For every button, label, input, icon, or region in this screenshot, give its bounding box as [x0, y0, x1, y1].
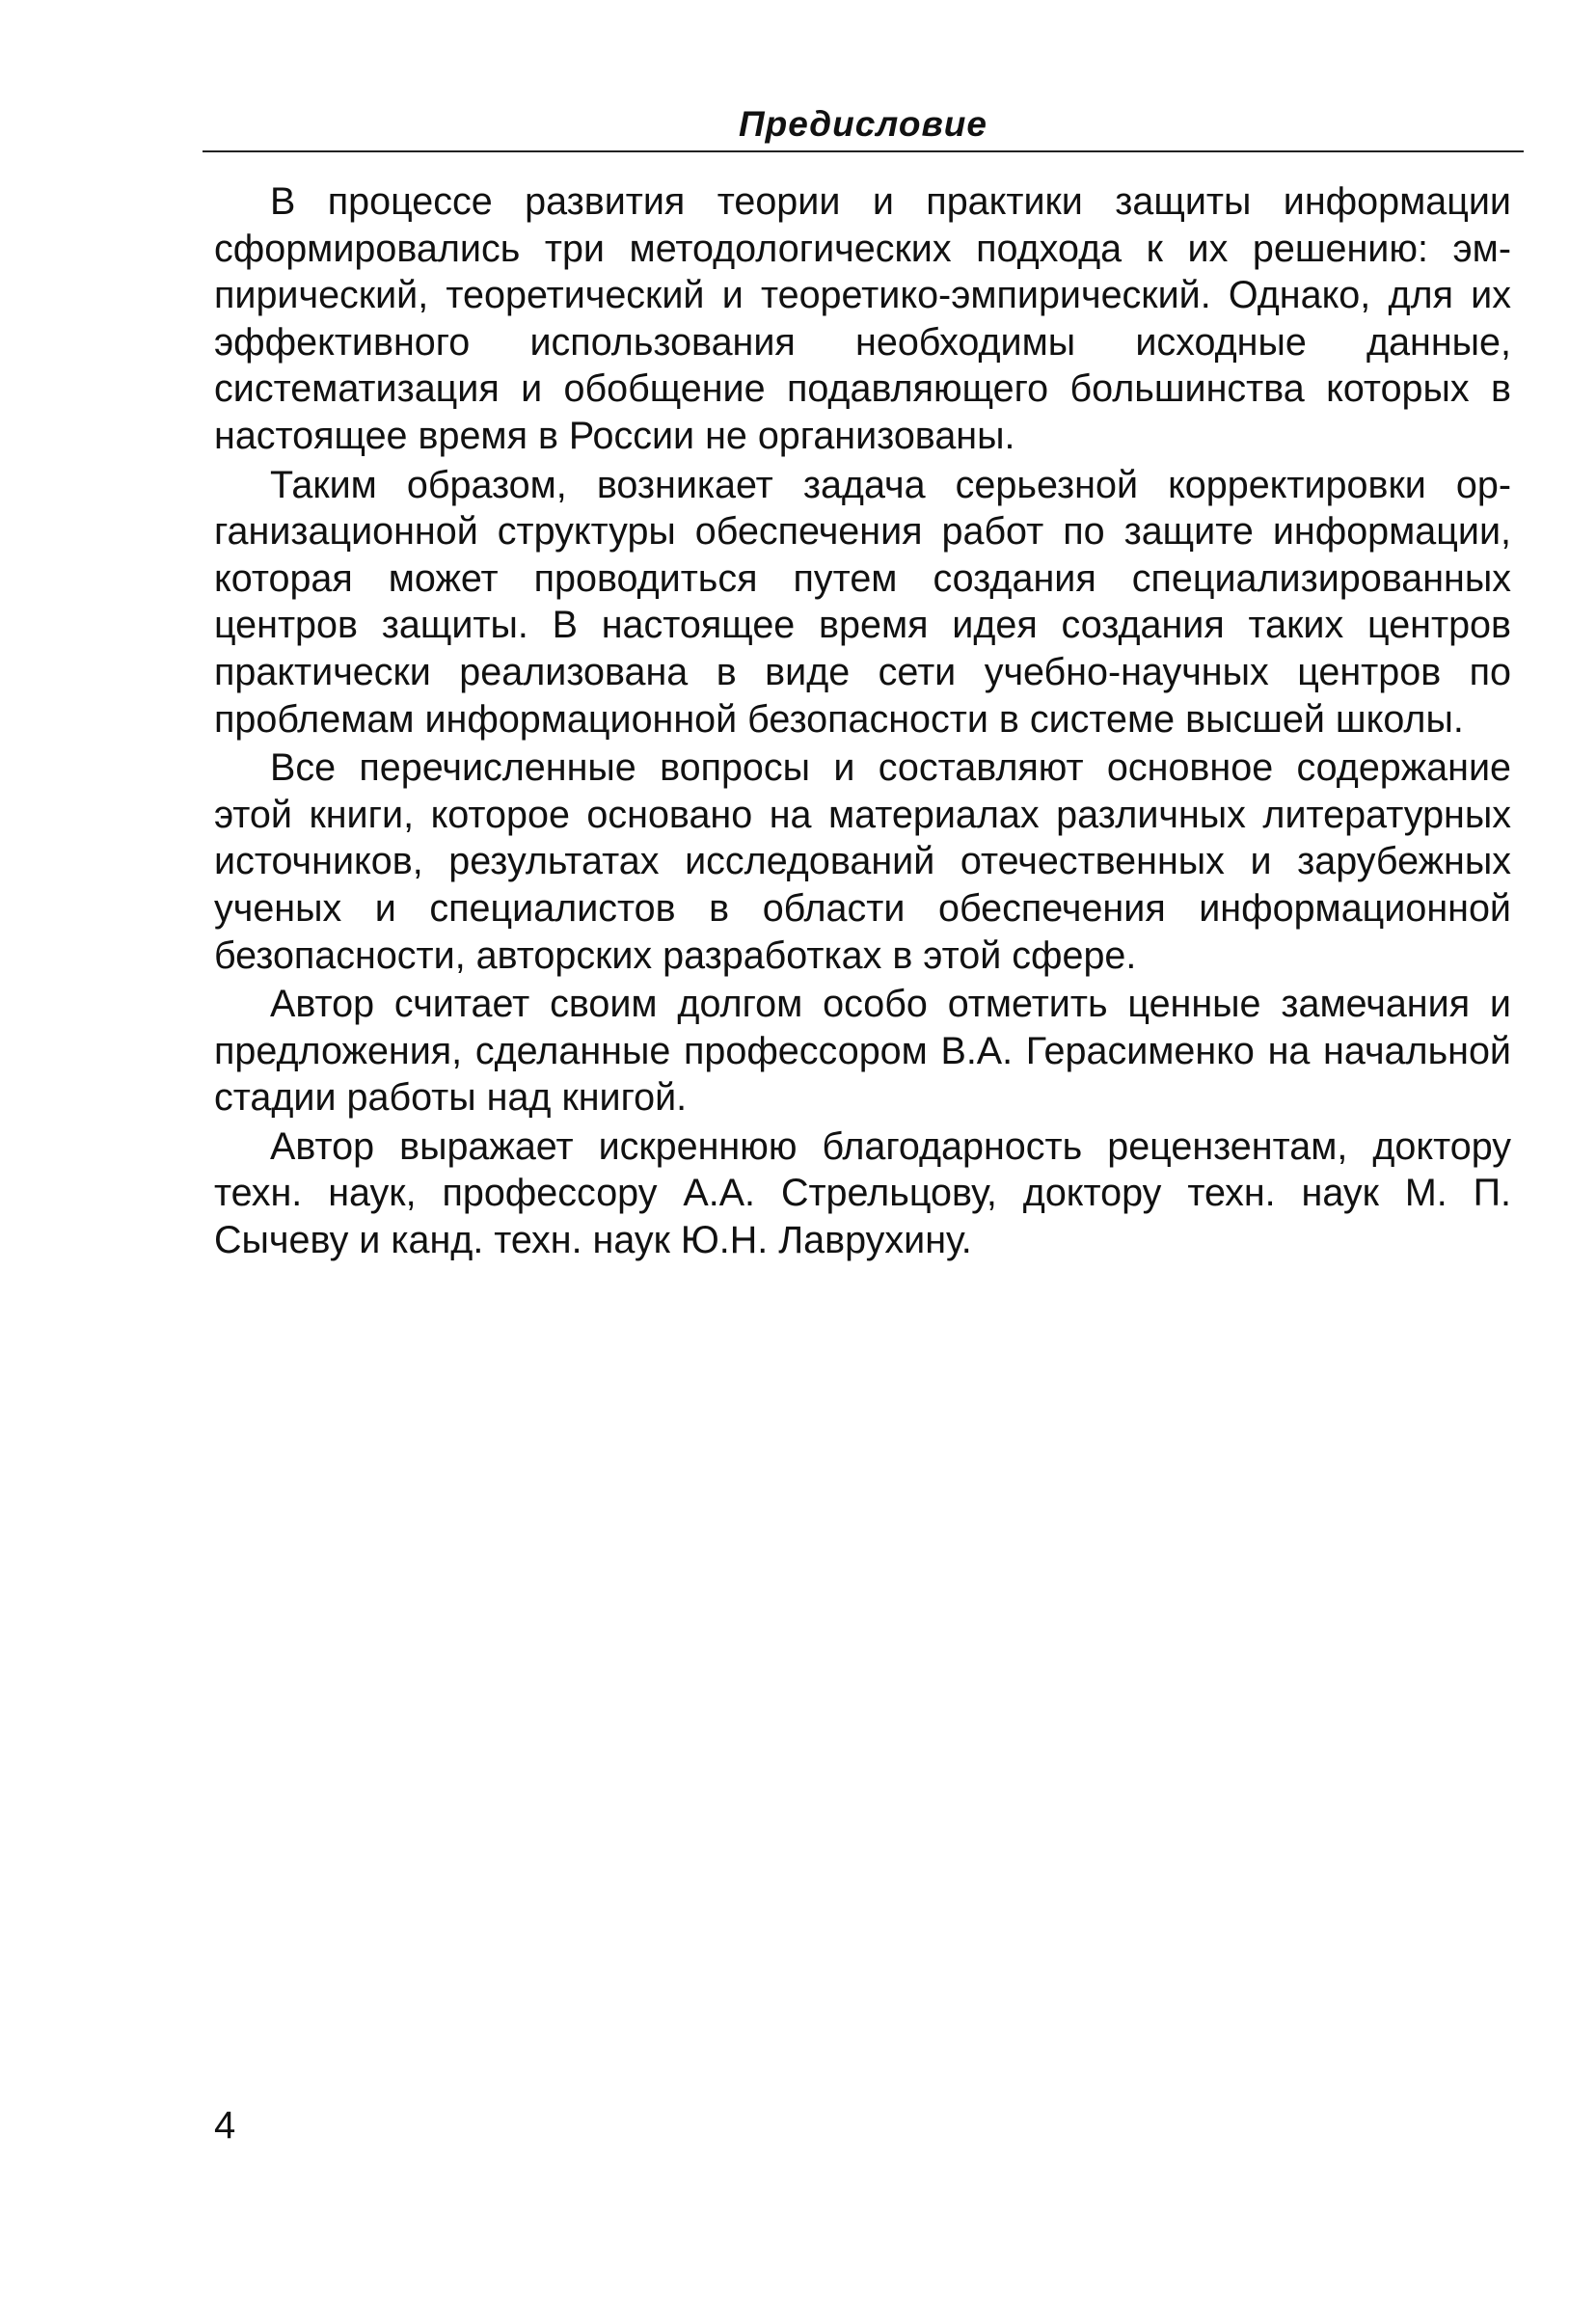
paragraph: Все перечисленные вопросы и составляют основное содержание этой книги, которое основано на материалах различных литературных источников, результатах исследований отечественных и зарубежных ученых и специалистов в области обеспечения информационной безопасности, авторских разработках в этой сфере.: [214, 746, 1511, 977]
header-rule: [203, 150, 1524, 152]
paragraph: Автор считает своим долгом особо отметить ценные замечания и предложения, сделанные профессором В.А. Герасименко на начальной стадии работы над книгой.: [214, 983, 1511, 1120]
paragraph: Автор выражает искреннюю благодарность рецензентам, доктору техн. наук, профессору А.А. Стрельцову, доктору техн. наук М. П. Сычеву и канд. техн. наук Ю.Н. Лаврухину.: [214, 1124, 1511, 1262]
page-number: 4: [214, 2104, 236, 2147]
body-text: [214, 178, 1511, 1266]
running-title: Предисловие: [739, 104, 987, 144]
paragraph: В процессе развития теории и практики защиты информации сформировались три методологических подхода к их решению: эмпирический, теоретический и теоретико-эмпирический. Однако, для их эффективного использования необходимы исходные данные, систематизация и обобщение подавляющего большинства которых в настоящее время в России не организованы.: [214, 180, 1511, 457]
paragraph: Таким образом, возникает задача серьезной корректировки организационной структуры обеспечения работ по защите информации, которая может проводиться путем создания специализированных центров защиты. В настоящее время идея создания таких центров практически реализована в виде сети учебно-научных центров по проблемам информационной безопасности в системе высшей школы.: [214, 463, 1511, 741]
